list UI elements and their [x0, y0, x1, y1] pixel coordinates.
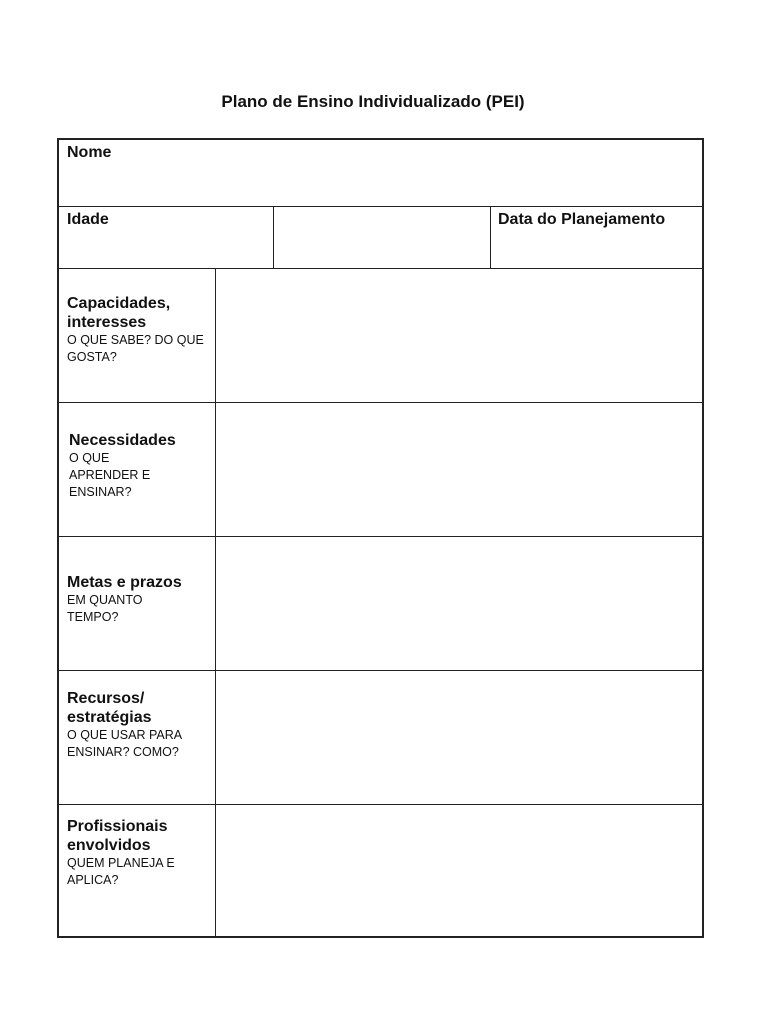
data-planejamento-cell[interactable] [490, 207, 702, 268]
idade-cell[interactable] [59, 207, 273, 268]
section-label: Metas e prazos [67, 574, 182, 591]
section-row-necessidades [59, 402, 702, 536]
section-prompt: O QUE APRENDER E ENSINAR? [69, 451, 151, 499]
section-label: Capacidades, interesses [67, 295, 171, 331]
idade-label: Idade [67, 211, 109, 228]
idade-value-cell[interactable] [273, 207, 490, 268]
pei-form [57, 138, 704, 938]
section-label-cell [59, 671, 215, 804]
section-answer-cell[interactable] [215, 537, 702, 670]
data-planejamento-label: Data do Planejamento [498, 211, 666, 228]
section-answer-cell[interactable] [215, 671, 702, 804]
section-prompt: QUEM PLANEJA E APLICA? [67, 856, 175, 887]
section-prompt: EM QUANTO TEMPO? [67, 593, 143, 624]
document-title: Plano de Ensino Individualizado (PEI) [221, 92, 525, 111]
section-row-capacidades [59, 268, 702, 402]
section-label-cell [59, 269, 215, 402]
section-row-profissionais [59, 804, 702, 938]
section-label: Necessidades [69, 432, 176, 449]
section-row-metas [59, 536, 702, 670]
section-label-cell [59, 805, 215, 938]
section-prompt: O QUE SABE? DO QUE GOSTA? [67, 333, 204, 364]
nome-row [59, 140, 702, 206]
section-label-cell [59, 537, 215, 670]
section-prompt: O QUE USAR PARA ENSINAR? COMO? [67, 728, 182, 759]
section-label: Recursos/ estratégias [67, 690, 152, 726]
idade-data-row [59, 206, 702, 268]
section-answer-cell[interactable] [215, 403, 702, 536]
section-answer-cell[interactable] [215, 269, 702, 402]
section-answer-cell[interactable] [215, 805, 702, 938]
nome-label: Nome [67, 144, 112, 161]
nome-cell[interactable] [67, 140, 702, 206]
section-row-recursos [59, 670, 702, 804]
section-label-cell [59, 403, 215, 536]
section-label: Profissionais envolvidos [67, 818, 168, 854]
